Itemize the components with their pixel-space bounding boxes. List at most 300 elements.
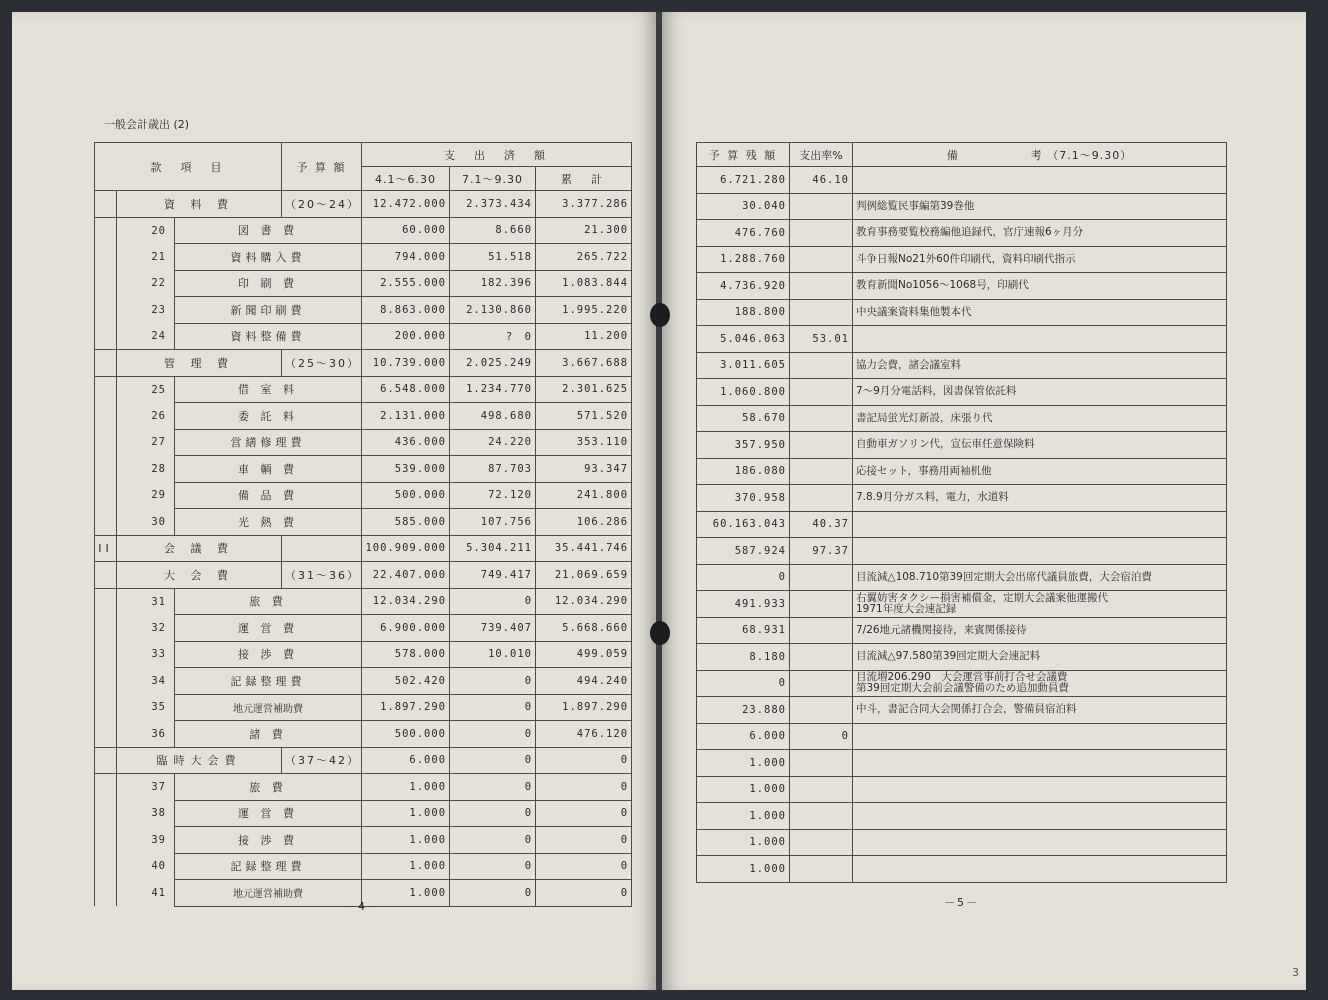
value-budget: 200.000 bbox=[362, 323, 450, 350]
item-code: 37 bbox=[117, 774, 175, 801]
value-p1: 0 bbox=[450, 588, 536, 615]
value-rate bbox=[790, 564, 853, 591]
value-remaining: 491.933 bbox=[697, 591, 790, 618]
value-remaining: 68.931 bbox=[697, 617, 790, 644]
table-row bbox=[697, 326, 1227, 353]
value-remaining: 0 bbox=[697, 564, 790, 591]
item-code: 38 bbox=[117, 800, 175, 827]
item-range bbox=[282, 535, 362, 562]
remark-text: 7.8.9月分ガス料，電力，水道料 bbox=[853, 485, 1227, 512]
table-row bbox=[95, 429, 632, 456]
value-p2: 353.110 bbox=[536, 429, 632, 456]
value-p1: 1.234.770 bbox=[450, 376, 536, 403]
kan-cell bbox=[95, 244, 117, 271]
value-rate bbox=[790, 379, 853, 406]
item-range: （31～36） bbox=[282, 562, 362, 589]
header-budget: 予 算 額 bbox=[282, 143, 362, 191]
kan-cell: II bbox=[95, 535, 117, 562]
value-p2: 1.083.844 bbox=[536, 270, 632, 297]
kan-cell bbox=[95, 853, 117, 880]
group-name: 臨時大会費 bbox=[117, 747, 282, 774]
kan-cell bbox=[95, 429, 117, 456]
table-row bbox=[697, 220, 1227, 247]
value-rate bbox=[790, 352, 853, 379]
item-code: 41 bbox=[117, 880, 175, 907]
value-p2: 0 bbox=[536, 853, 632, 880]
value-rate bbox=[790, 697, 853, 724]
table-row bbox=[697, 829, 1227, 856]
table-row bbox=[95, 191, 632, 218]
kan-cell bbox=[95, 588, 117, 615]
value-p1: 0 bbox=[450, 721, 536, 748]
kan-cell bbox=[95, 800, 117, 827]
remark-text: 目流減△97.580第39回定期大会速記料 bbox=[853, 644, 1227, 671]
value-p2: 35.441.746 bbox=[536, 535, 632, 562]
item-name: 資料購入費 bbox=[175, 244, 362, 271]
value-remaining: 58.670 bbox=[697, 405, 790, 432]
value-p2: 1.897.290 bbox=[536, 694, 632, 721]
header-item: 款 項 目 bbox=[95, 143, 282, 191]
value-budget: 1.000 bbox=[362, 853, 450, 880]
value-rate bbox=[790, 591, 853, 618]
value-p2: 0 bbox=[536, 774, 632, 801]
item-name: 接 渉 費 bbox=[175, 641, 362, 668]
value-p1: 0 bbox=[450, 880, 536, 907]
table-row bbox=[697, 485, 1227, 512]
value-budget: 502.420 bbox=[362, 668, 450, 695]
value-p2: 0 bbox=[536, 747, 632, 774]
table-row bbox=[697, 405, 1227, 432]
remark-text bbox=[853, 511, 1227, 538]
kan-cell bbox=[95, 721, 117, 748]
value-remaining: 370.958 bbox=[697, 485, 790, 512]
item-name: 記録整理費 bbox=[175, 668, 362, 695]
table-row bbox=[95, 853, 632, 880]
value-rate bbox=[790, 750, 853, 777]
item-name: 諸 費 bbox=[175, 721, 362, 748]
value-remaining: 476.760 bbox=[697, 220, 790, 247]
value-rate bbox=[790, 485, 853, 512]
remark-text: 応接セット，事務用両袖机他 bbox=[853, 458, 1227, 485]
item-name: 地元運営補助費 bbox=[175, 694, 362, 721]
table-row bbox=[697, 193, 1227, 220]
value-budget: 1.000 bbox=[362, 827, 450, 854]
value-rate bbox=[790, 776, 853, 803]
kan-cell bbox=[95, 323, 117, 350]
binding-hole-bottom bbox=[650, 621, 670, 645]
remark-text bbox=[853, 326, 1227, 353]
item-code: 35 bbox=[117, 694, 175, 721]
table-row bbox=[697, 273, 1227, 300]
value-remaining: 6.721.280 bbox=[697, 167, 790, 194]
kan-cell bbox=[95, 270, 117, 297]
value-remaining: 1.000 bbox=[697, 776, 790, 803]
header-rate: 支出率% bbox=[790, 143, 853, 167]
value-p1: 498.680 bbox=[450, 403, 536, 430]
table-row bbox=[697, 352, 1227, 379]
value-p2: 11.200 bbox=[536, 323, 632, 350]
value-remaining: 1.060.800 bbox=[697, 379, 790, 406]
table-row bbox=[95, 244, 632, 271]
table-row bbox=[697, 856, 1227, 883]
value-rate bbox=[790, 273, 853, 300]
value-p2: 2.301.625 bbox=[536, 376, 632, 403]
kan-cell bbox=[95, 482, 117, 509]
value-rate bbox=[790, 644, 853, 671]
kan-cell bbox=[95, 747, 117, 774]
value-p2: 21.300 bbox=[536, 217, 632, 244]
value-rate bbox=[790, 458, 853, 485]
table-row bbox=[95, 509, 632, 536]
kan-cell bbox=[95, 403, 117, 430]
table-row bbox=[95, 721, 632, 748]
kan-cell bbox=[95, 880, 117, 907]
value-p1: 107.756 bbox=[450, 509, 536, 536]
value-rate bbox=[790, 432, 853, 459]
table-row bbox=[95, 774, 632, 801]
value-budget: 12.472.000 bbox=[362, 191, 450, 218]
value-p1: 51.518 bbox=[450, 244, 536, 271]
remark-text: 書記局蛍光灯新設，床張り代 bbox=[853, 405, 1227, 432]
table-row bbox=[95, 217, 632, 244]
kan-cell bbox=[95, 376, 117, 403]
remark-text: 右翼妨害タクシー損害補償金，定期大会議案他運搬代 1971年度大会速記録 bbox=[853, 591, 1227, 618]
item-code: 22 bbox=[117, 270, 175, 297]
table-row bbox=[95, 668, 632, 695]
value-budget: 578.000 bbox=[362, 641, 450, 668]
item-code: 23 bbox=[117, 297, 175, 324]
item-name: 印 刷 費 bbox=[175, 270, 362, 297]
value-budget: 8.863.000 bbox=[362, 297, 450, 324]
value-rate: 97.37 bbox=[790, 538, 853, 565]
value-rate bbox=[790, 617, 853, 644]
corner-mark: 3 bbox=[1292, 966, 1299, 979]
value-remaining: 0 bbox=[697, 670, 790, 697]
group-name: 会 議 費 bbox=[117, 535, 282, 562]
value-p2: 3.667.688 bbox=[536, 350, 632, 377]
remark-text: 中斗，書記合同大会関係打合会，警備員宿泊料 bbox=[853, 697, 1227, 724]
value-remaining: 188.800 bbox=[697, 299, 790, 326]
table-row bbox=[697, 564, 1227, 591]
remark-text: 斗争日報No21外60件印刷代，資料印刷代指示 bbox=[853, 246, 1227, 273]
value-p2: 106.286 bbox=[536, 509, 632, 536]
value-p2: 265.722 bbox=[536, 244, 632, 271]
remark-text: 7～9月分電話料，図書保管依託料 bbox=[853, 379, 1227, 406]
item-code: 30 bbox=[117, 509, 175, 536]
item-code: 24 bbox=[117, 323, 175, 350]
item-range: （37～42） bbox=[282, 747, 362, 774]
value-remaining: 1.000 bbox=[697, 829, 790, 856]
item-name: 図 書 費 bbox=[175, 217, 362, 244]
header-period2: 7.1～9.30 bbox=[450, 167, 536, 191]
remark-text: 協力会費，諸会議室料 bbox=[853, 352, 1227, 379]
table-row bbox=[95, 827, 632, 854]
table-row bbox=[95, 376, 632, 403]
item-code: 32 bbox=[117, 615, 175, 642]
value-p2: 3.377.286 bbox=[536, 191, 632, 218]
value-remaining: 186.080 bbox=[697, 458, 790, 485]
group-name: 管 理 費 bbox=[117, 350, 282, 377]
group-name: 大 会 費 bbox=[117, 562, 282, 589]
remark-text bbox=[853, 856, 1227, 883]
table-row bbox=[697, 167, 1227, 194]
value-remaining: 1.288.760 bbox=[697, 246, 790, 273]
group-name: 資 料 費 bbox=[117, 191, 282, 218]
kan-cell bbox=[95, 191, 117, 218]
item-code: 33 bbox=[117, 641, 175, 668]
value-p1: 0 bbox=[450, 668, 536, 695]
value-budget: 2.555.000 bbox=[362, 270, 450, 297]
table-row bbox=[95, 747, 632, 774]
item-name: 記録整理費 bbox=[175, 853, 362, 880]
item-code: 28 bbox=[117, 456, 175, 483]
value-p1: 0 bbox=[450, 747, 536, 774]
table-row bbox=[697, 750, 1227, 777]
table-row bbox=[697, 432, 1227, 459]
value-p1: 0 bbox=[450, 827, 536, 854]
item-code: 40 bbox=[117, 853, 175, 880]
value-budget: 500.000 bbox=[362, 482, 450, 509]
table-row bbox=[697, 538, 1227, 565]
value-p1: 749.417 bbox=[450, 562, 536, 589]
value-p2: 21.069.659 bbox=[536, 562, 632, 589]
budget-table-right bbox=[696, 142, 1227, 883]
value-p2: 0 bbox=[536, 827, 632, 854]
table-row bbox=[697, 458, 1227, 485]
item-name: 運 営 費 bbox=[175, 800, 362, 827]
table-row bbox=[95, 641, 632, 668]
value-rate bbox=[790, 246, 853, 273]
kan-cell bbox=[95, 217, 117, 244]
value-remaining: 30.040 bbox=[697, 193, 790, 220]
value-budget: 12.034.290 bbox=[362, 588, 450, 615]
value-rate bbox=[790, 299, 853, 326]
value-p1: 0 bbox=[450, 774, 536, 801]
value-budget: 22.407.000 bbox=[362, 562, 450, 589]
item-name: 委 託 料 bbox=[175, 403, 362, 430]
header-remaining: 予 算 残 額 bbox=[697, 143, 790, 167]
table-row bbox=[95, 482, 632, 509]
page-number-left: －4－ bbox=[345, 900, 380, 913]
table-row bbox=[697, 617, 1227, 644]
value-p2: 476.120 bbox=[536, 721, 632, 748]
value-rate bbox=[790, 803, 853, 830]
item-code: 34 bbox=[117, 668, 175, 695]
page-heading: 一般会計歳出 (2) bbox=[104, 118, 190, 131]
value-p1: 0 bbox=[450, 853, 536, 880]
remark-text: 判例総覧民事編第39巻他 bbox=[853, 193, 1227, 220]
table-row bbox=[697, 299, 1227, 326]
value-remaining: 8.180 bbox=[697, 644, 790, 671]
table-row bbox=[95, 323, 632, 350]
value-budget: 6.900.000 bbox=[362, 615, 450, 642]
remark-text bbox=[853, 723, 1227, 750]
item-name: 新聞印刷費 bbox=[175, 297, 362, 324]
value-p1: 10.010 bbox=[450, 641, 536, 668]
kan-cell bbox=[95, 615, 117, 642]
book-gutter bbox=[656, 12, 662, 990]
value-budget: 10.739.000 bbox=[362, 350, 450, 377]
value-p2: 0 bbox=[536, 800, 632, 827]
value-rate bbox=[790, 220, 853, 247]
value-rate bbox=[790, 193, 853, 220]
table-row bbox=[697, 723, 1227, 750]
value-budget: 6.000 bbox=[362, 747, 450, 774]
value-p2: 494.240 bbox=[536, 668, 632, 695]
item-name: 資料整備費 bbox=[175, 323, 362, 350]
item-range: （25～30） bbox=[282, 350, 362, 377]
value-budget: 60.000 bbox=[362, 217, 450, 244]
table-row bbox=[95, 800, 632, 827]
value-budget: 539.000 bbox=[362, 456, 450, 483]
table-row bbox=[697, 697, 1227, 724]
item-code: 31 bbox=[117, 588, 175, 615]
value-p1: 87.703 bbox=[450, 456, 536, 483]
value-p2: 5.668.660 bbox=[536, 615, 632, 642]
value-remaining: 5.046.063 bbox=[697, 326, 790, 353]
item-name: 地元運営補助費 bbox=[175, 880, 362, 907]
value-budget: 436.000 bbox=[362, 429, 450, 456]
table-row bbox=[95, 562, 632, 589]
item-name: 旅 費 bbox=[175, 588, 362, 615]
item-name: 備 品 費 bbox=[175, 482, 362, 509]
table-row bbox=[95, 694, 632, 721]
remark-text: 教育新聞No1056～1068号，印刷代 bbox=[853, 273, 1227, 300]
table-row bbox=[95, 297, 632, 324]
kan-cell bbox=[95, 509, 117, 536]
header-period1: 4.1～6.30 bbox=[362, 167, 450, 191]
table-row bbox=[95, 615, 632, 642]
kan-cell bbox=[95, 827, 117, 854]
value-p1: 24.220 bbox=[450, 429, 536, 456]
value-p1: 0 bbox=[450, 694, 536, 721]
kan-cell bbox=[95, 668, 117, 695]
table-row bbox=[95, 456, 632, 483]
value-p2: 571.520 bbox=[536, 403, 632, 430]
value-p1: 0 bbox=[450, 800, 536, 827]
table-row bbox=[95, 403, 632, 430]
remark-text: 教育事務要覧校務編他追録代，官庁速報6ヶ月分 bbox=[853, 220, 1227, 247]
table-row bbox=[697, 591, 1227, 618]
kan-cell bbox=[95, 456, 117, 483]
kan-cell bbox=[95, 694, 117, 721]
value-p1: 5.304.211 bbox=[450, 535, 536, 562]
table-row bbox=[95, 535, 632, 562]
value-rate: 53.01 bbox=[790, 326, 853, 353]
value-remaining: 6.000 bbox=[697, 723, 790, 750]
value-budget: 6.548.000 bbox=[362, 376, 450, 403]
value-budget: 2.131.000 bbox=[362, 403, 450, 430]
item-name: 旅 費 bbox=[175, 774, 362, 801]
remark-text bbox=[853, 750, 1227, 777]
item-name: 車 輌 費 bbox=[175, 456, 362, 483]
item-code: 25 bbox=[117, 376, 175, 403]
item-code: 21 bbox=[117, 244, 175, 271]
remark-text bbox=[853, 829, 1227, 856]
value-remaining: 23.880 bbox=[697, 697, 790, 724]
value-remaining: 1.000 bbox=[697, 750, 790, 777]
kan-cell bbox=[95, 641, 117, 668]
table-row bbox=[697, 803, 1227, 830]
value-p1: 2.130.860 bbox=[450, 297, 536, 324]
remark-text bbox=[853, 538, 1227, 565]
table-row bbox=[697, 776, 1227, 803]
value-p2: 93.347 bbox=[536, 456, 632, 483]
item-code: 20 bbox=[117, 217, 175, 244]
item-code: 39 bbox=[117, 827, 175, 854]
item-code: 36 bbox=[117, 721, 175, 748]
item-name: 接 渉 費 bbox=[175, 827, 362, 854]
value-p1: 739.407 bbox=[450, 615, 536, 642]
table-row bbox=[697, 246, 1227, 273]
value-remaining: 587.924 bbox=[697, 538, 790, 565]
header-cumulative: 累 計 bbox=[536, 167, 632, 191]
value-budget: 1.000 bbox=[362, 880, 450, 907]
value-p2: 241.800 bbox=[536, 482, 632, 509]
value-budget: 1.000 bbox=[362, 800, 450, 827]
value-rate bbox=[790, 856, 853, 883]
value-rate: 0 bbox=[790, 723, 853, 750]
value-p1: 182.396 bbox=[450, 270, 536, 297]
kan-cell bbox=[95, 350, 117, 377]
value-p1: ? 0 bbox=[450, 323, 536, 350]
value-rate bbox=[790, 829, 853, 856]
item-name: 運 営 費 bbox=[175, 615, 362, 642]
table-row bbox=[697, 379, 1227, 406]
value-rate bbox=[790, 405, 853, 432]
item-code: 26 bbox=[117, 403, 175, 430]
value-p2: 0 bbox=[536, 880, 632, 907]
kan-cell bbox=[95, 562, 117, 589]
value-remaining: 1.000 bbox=[697, 803, 790, 830]
page-number-right: －5－ bbox=[944, 896, 979, 909]
value-p2: 1.995.220 bbox=[536, 297, 632, 324]
remark-text: 自動車ガソリン代，宣伝車任意保険料 bbox=[853, 432, 1227, 459]
value-p1: 2.025.249 bbox=[450, 350, 536, 377]
table-row bbox=[697, 644, 1227, 671]
value-budget: 1.897.290 bbox=[362, 694, 450, 721]
item-range: （20～24） bbox=[282, 191, 362, 218]
remark-text bbox=[853, 776, 1227, 803]
value-budget: 500.000 bbox=[362, 721, 450, 748]
table-row bbox=[95, 588, 632, 615]
value-remaining: 357.950 bbox=[697, 432, 790, 459]
value-budget: 794.000 bbox=[362, 244, 450, 271]
value-p1: 2.373.434 bbox=[450, 191, 536, 218]
value-budget: 1.000 bbox=[362, 774, 450, 801]
remark-text bbox=[853, 167, 1227, 194]
item-code: 27 bbox=[117, 429, 175, 456]
remark-text: 中央議案資料集他製本代 bbox=[853, 299, 1227, 326]
value-p2: 12.034.290 bbox=[536, 588, 632, 615]
value-p2: 499.059 bbox=[536, 641, 632, 668]
value-remaining: 1.000 bbox=[697, 856, 790, 883]
item-name: 光 熱 費 bbox=[175, 509, 362, 536]
remark-text bbox=[853, 803, 1227, 830]
binding-hole-top bbox=[650, 303, 670, 327]
value-remaining: 4.736.920 bbox=[697, 273, 790, 300]
budget-table-left bbox=[94, 142, 632, 907]
table-row bbox=[697, 511, 1227, 538]
header-remarks: 備 考 （7.1～9.30） bbox=[853, 143, 1227, 167]
table-row bbox=[95, 270, 632, 297]
kan-cell bbox=[95, 297, 117, 324]
remark-text: 7/26地元諸機関接待，来賓関係接待 bbox=[853, 617, 1227, 644]
item-code: 29 bbox=[117, 482, 175, 509]
remark-text: 目流減△108.710第39回定期大会出席代議員旅費，大会宿泊費 bbox=[853, 564, 1227, 591]
item-name: 借 室 料 bbox=[175, 376, 362, 403]
value-p1: 8.660 bbox=[450, 217, 536, 244]
